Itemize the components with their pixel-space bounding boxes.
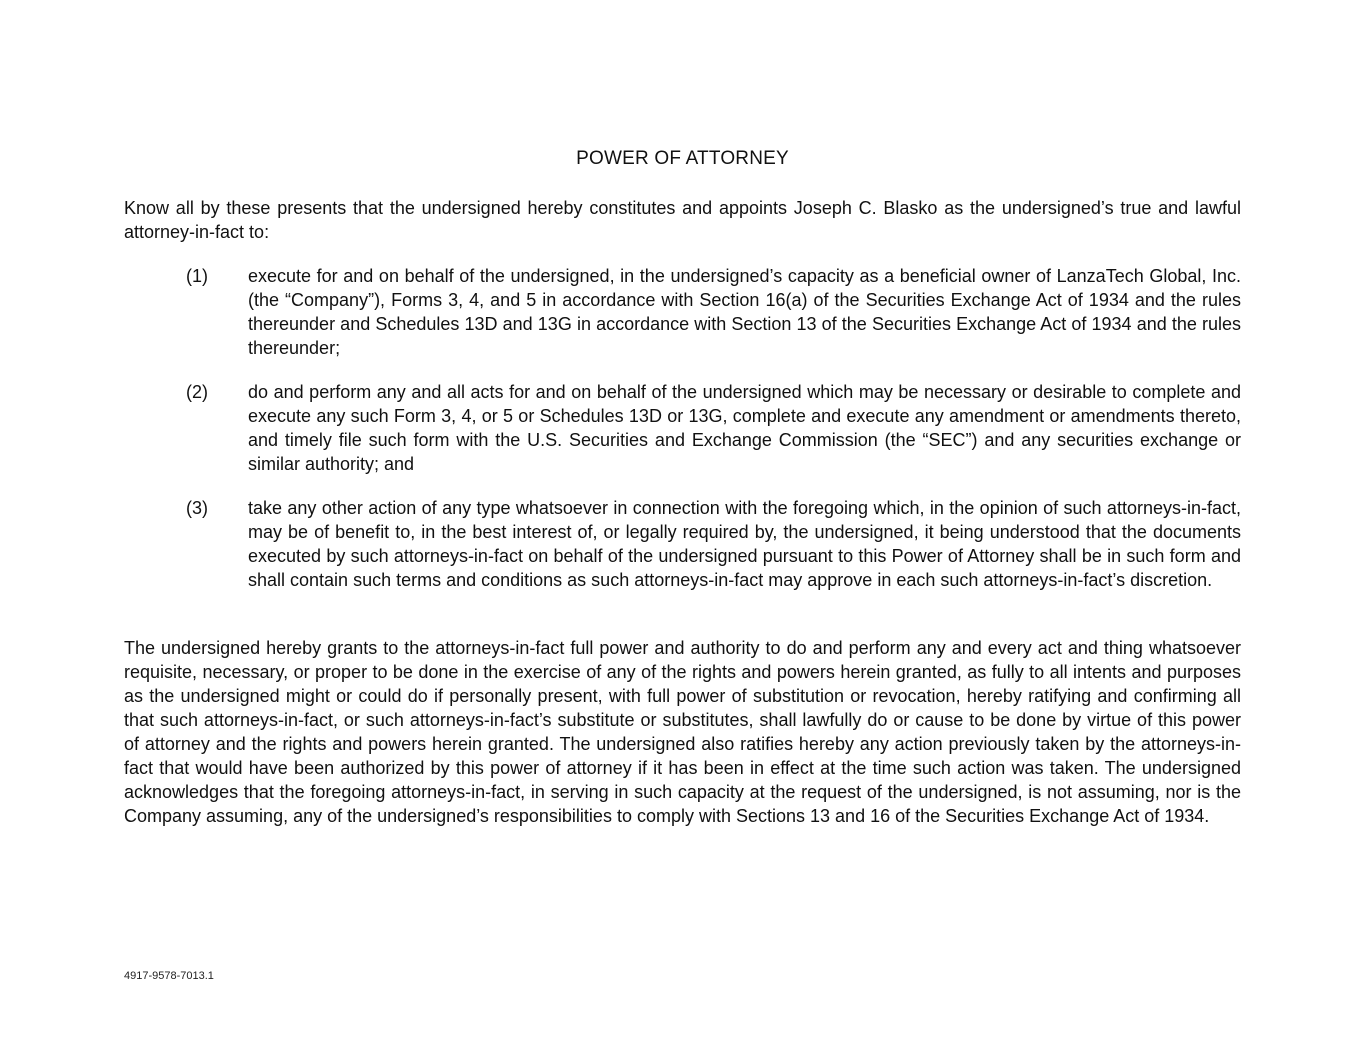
item-text: take any other action of any type whatsoever in connection with the foregoing which, in the opinion of such attorneys-in-fact, may be of benefit to, in the best interest of, or legally required by, the undersigned, it being understood that the documents executed by such attorneys-in-fact on behalf of the undersigned pursuant to this Power of Attorney shall be in such form and shall contain such terms and conditions as such attorneys-in-fact may approve in each such attorneys-in-fact’s discretion. [248, 498, 1241, 590]
item-text: do and perform any and all acts for and on behalf of the undersigned which may be necessary or desirable to complete and execute any such Form 3, 4, or 5 or Schedules 13D or 13G, complete and execute any amendment or amendments thereto, and timely file such form with the U.S. Securities and Exchange Commission (the “SEC”) and any securities exchange or similar authority; and [248, 382, 1241, 474]
item-number: (2) [186, 382, 208, 402]
document-title: POWER OF ATTORNEY [576, 148, 789, 169]
document-reference-code: 4917-9578-7013.1 [124, 970, 214, 982]
item-text: execute for and on behalf of the undersigned, in the undersigned’s capacity as a beneficial owner of LanzaTech Global, Inc. (the “Company”), Forms 3, 4, and 5 in accordance with Section 16(a) of the Securities Exchange Act of 1934 and the rules thereunder and Schedules 13D and 13G in accordance with Section 13 of the Securities Exchange Act of 1934 and the rules thereunder; [248, 266, 1241, 358]
closing-paragraph: The undersigned hereby grants to the attorneys-in-fact full power and authority to do and perform any and every act and thing whatsoever requisite, necessary, or proper to be done in the exercise of any of the rights and powers herein granted, as fully to all intents and purposes as the undersigned might or could do if personally present, with full power of substitution or revocation, hereby ratifying and confirming all that such attorneys-in-fact, or such attorneys-in-fact’s substitute or substitutes, shall lawfully do or cause to be done by virtue of this power of attorney and the rights and powers herein granted. The undersigned also ratifies hereby any action previously taken by the attorneys-in-fact that would have been authorized by this power of attorney if it has been in effect at the time such action was taken. The undersigned acknowledges that the foregoing attorneys-in-fact, in serving in such capacity at the request of the undersigned, is not assuming, nor is the Company assuming, any of the undersigned’s responsibilities to comply with Sections 13 and 16 of the Securities Exchange Act of 1934. [124, 638, 1241, 826]
intro-paragraph: Know all by these presents that the undersigned hereby constitutes and appoints Joseph C. Blasko as the undersigned’s true and lawful attorney-in-fact to: [124, 198, 1241, 242]
item-number: (1) [186, 266, 208, 286]
item-number: (3) [186, 498, 208, 518]
